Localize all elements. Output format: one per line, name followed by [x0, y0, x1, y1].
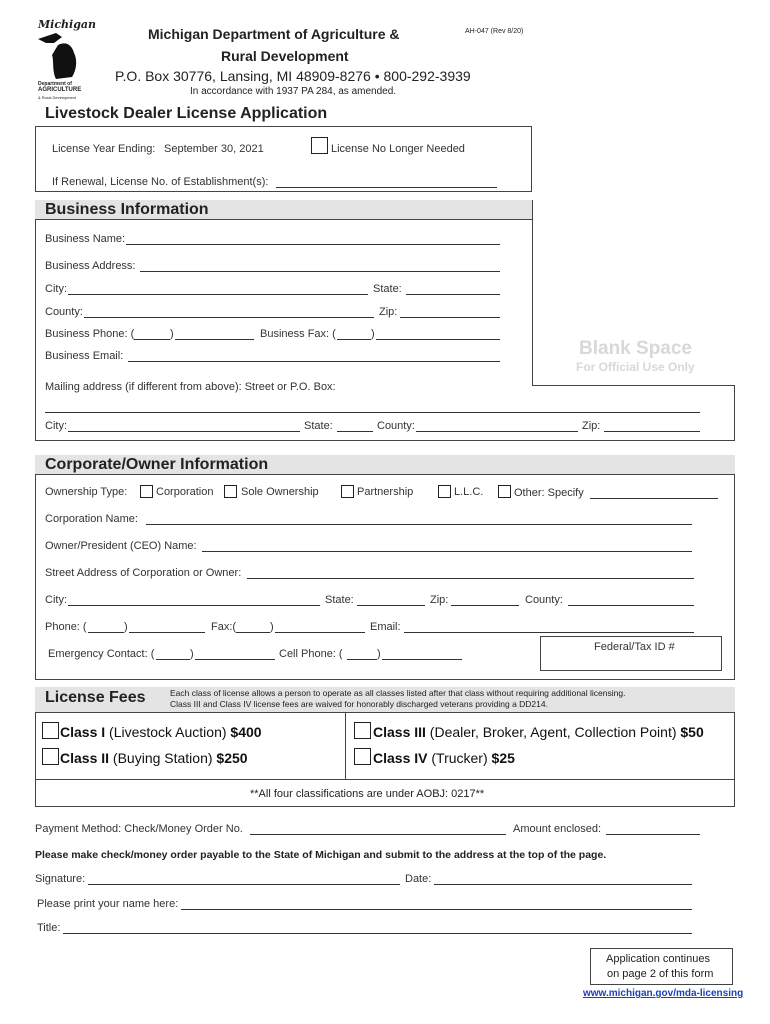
- emergency-area-field[interactable]: [156, 648, 190, 660]
- business-address-label: Business Address:: [45, 260, 136, 272]
- ownership-sole-label: Sole Ownership: [241, 486, 319, 498]
- print-name-field[interactable]: [181, 898, 692, 910]
- business-county-label: County:: [45, 306, 83, 318]
- class1-fee: $400: [230, 724, 262, 740]
- print-name-label: Please print your name here:: [37, 898, 179, 910]
- business-state-label: State:: [373, 283, 402, 295]
- corp-email-field[interactable]: [404, 621, 694, 633]
- corporate-section-title: Corporate/Owner Information: [45, 456, 269, 473]
- fees-note-line1: Each class of license allows a person to operate as all classes listed after that class without requiring additional licensing.: [170, 688, 626, 698]
- class1-label: [60, 724, 262, 740]
- business-phone-area-field[interactable]: [134, 328, 170, 340]
- continues-line1: Application continues: [606, 953, 710, 965]
- corp-city-label: City:: [45, 594, 67, 606]
- business-phone-label: Business Phone: (: [45, 328, 135, 340]
- mailing-city-field[interactable]: [68, 420, 300, 432]
- corp-email-label: Email:: [370, 621, 401, 633]
- mailing-street-field[interactable]: [45, 401, 700, 413]
- payment-method-label: Payment Method: Check/Money Order No.: [35, 823, 243, 835]
- corp-street-field[interactable]: [247, 567, 694, 579]
- corp-phone-area-field[interactable]: [88, 621, 124, 633]
- agency-name-line1: Michigan Department of Agriculture &: [148, 26, 400, 42]
- class4-label: [373, 750, 515, 766]
- logo-caption-1: Department of: [38, 81, 72, 87]
- corp-phone-field[interactable]: [129, 621, 205, 633]
- corporation-name-label: Corporation Name:: [45, 513, 138, 525]
- check-number-field[interactable]: [250, 823, 506, 835]
- cell-area-field[interactable]: [347, 648, 377, 660]
- ownership-corporation-label: Corporation: [156, 486, 214, 498]
- fees-note-line2: Class III and Class IV license fees are waived for honorably discharged veterans providing a DD214.: [170, 699, 548, 709]
- business-address-field[interactable]: [140, 260, 500, 272]
- mailing-county-field[interactable]: [416, 420, 578, 432]
- class3-name: Class III: [373, 724, 426, 740]
- corp-phone-close: ): [124, 621, 128, 633]
- official-use-note: For Official Use Only: [576, 360, 695, 374]
- corp-state-label: State:: [325, 594, 354, 606]
- title-field[interactable]: [63, 922, 692, 934]
- business-city-field[interactable]: [68, 283, 368, 295]
- license-year-value: September 30, 2021: [164, 143, 264, 155]
- class2-desc: (Buying Station): [109, 750, 217, 766]
- mailing-state-label: State:: [304, 420, 333, 432]
- class3-checkbox[interactable]: [354, 722, 371, 740]
- checkbox-icon: [498, 485, 511, 498]
- license-no-longer-needed-checkbox[interactable]: [311, 137, 328, 155]
- checkbox-icon: [354, 748, 371, 765]
- class4-checkbox[interactable]: [354, 748, 371, 766]
- business-name-field[interactable]: [126, 233, 500, 245]
- form-number: AH-047 (Rev 8/20): [465, 28, 524, 35]
- michigan-map-icon: [36, 31, 88, 83]
- corp-county-field[interactable]: [568, 594, 694, 606]
- agency-logo: [36, 18, 97, 100]
- continues-line2: on page 2 of this form: [607, 968, 714, 980]
- checkbox-icon: [42, 748, 59, 765]
- business-fax-close: ): [371, 328, 375, 340]
- fees-column-divider: [345, 712, 346, 780]
- class3-desc: (Dealer, Broker, Agent, Collection Point): [425, 724, 681, 740]
- ownership-partnership-checkbox[interactable]: [341, 483, 354, 501]
- class3-fee: $50: [680, 724, 704, 740]
- business-fax-field[interactable]: [376, 328, 500, 340]
- ownership-other-label: Other: Specify: [514, 487, 584, 499]
- business-city-label: City:: [45, 283, 67, 295]
- class1-name: Class I: [60, 724, 106, 740]
- aobj-note: **All four classifications are under AOBJ: 0217**: [250, 788, 485, 800]
- checkbox-icon: [354, 722, 371, 739]
- cell-phone-field[interactable]: [382, 648, 462, 660]
- ownership-llc-checkbox[interactable]: [438, 483, 451, 501]
- form-title: Livestock Dealer License Application: [45, 105, 328, 122]
- corp-fax-area-field[interactable]: [236, 621, 270, 633]
- ownership-corporation-checkbox[interactable]: [140, 483, 153, 501]
- class4-fee: $25: [491, 750, 515, 766]
- mailing-county-label: County:: [377, 420, 415, 432]
- authority-note: In accordance with 1937 PA 284, as amended.: [190, 86, 397, 97]
- checkbox-icon: [341, 485, 354, 498]
- license-year-label: License Year Ending:: [52, 143, 156, 155]
- ownership-other-field[interactable]: [590, 487, 718, 499]
- title-label: Title:: [37, 922, 61, 934]
- corp-zip-label: Zip:: [430, 594, 449, 606]
- licensing-website-link[interactable]: www.michigan.gov/mda-licensing: [583, 988, 744, 999]
- checkbox-icon: [224, 485, 237, 498]
- business-phone-field[interactable]: [175, 328, 254, 340]
- cell-close: ): [377, 648, 381, 660]
- cell-phone-label: Cell Phone: (: [279, 648, 343, 660]
- business-phone-close: ): [170, 328, 174, 340]
- agency-address: P.O. Box 30776, Lansing, MI 48909-8276 • 800-292-3939: [115, 68, 471, 84]
- amount-enclosed-label: Amount enclosed:: [513, 823, 602, 835]
- business-fax-label: Business Fax: (: [260, 328, 336, 340]
- business-section-title: Business Information: [45, 201, 209, 218]
- date-field[interactable]: [434, 873, 692, 885]
- class1-checkbox[interactable]: [42, 722, 59, 740]
- business-state-field[interactable]: [406, 283, 500, 295]
- corp-city-field[interactable]: [68, 594, 320, 606]
- renewal-number-field[interactable]: [276, 176, 497, 188]
- mailing-zip-label: Zip:: [582, 420, 601, 432]
- mailing-city-label: City:: [45, 420, 67, 432]
- ownership-partnership-label: Partnership: [357, 486, 414, 498]
- ownership-sole-checkbox[interactable]: [224, 483, 237, 501]
- blank-space-title: Blank Space: [579, 338, 692, 359]
- owner-name-field[interactable]: [202, 540, 692, 552]
- corp-fax-field[interactable]: [275, 621, 365, 633]
- mailing-zip-field[interactable]: [604, 420, 700, 432]
- corp-county-label: County:: [525, 594, 563, 606]
- corp-state-field[interactable]: [357, 594, 425, 606]
- checkbox-icon: [438, 485, 451, 498]
- mailing-address-label: Mailing address (if different from above): Street or P.O. Box:: [45, 381, 336, 393]
- class1-desc: (Livestock Auction): [105, 724, 231, 740]
- class4-name: Class IV: [373, 750, 428, 766]
- business-county-field[interactable]: [84, 306, 374, 318]
- amount-enclosed-field[interactable]: [606, 823, 700, 835]
- logo-caption-2: AGRICULTURE: [38, 87, 82, 93]
- corp-fax-label: Fax:(: [211, 621, 237, 633]
- logo-script-text: Michigan: [38, 18, 97, 31]
- class4-desc: (Trucker): [427, 750, 492, 766]
- business-name-label: Business Name:: [45, 233, 126, 245]
- class3-label: [373, 724, 704, 740]
- owner-name-label: Owner/President (CEO) Name:: [45, 540, 197, 552]
- class2-name: Class II: [60, 750, 110, 766]
- date-label: Date:: [405, 873, 432, 885]
- checkbox-icon: [311, 137, 328, 154]
- payment-instruction: Please make check/money order payable to the State of Michigan and submit to the address at the top of the page.: [35, 849, 607, 861]
- class2-checkbox[interactable]: [42, 748, 59, 766]
- mailing-state-field[interactable]: [337, 420, 373, 432]
- fees-row-divider: [35, 779, 735, 780]
- signature-field[interactable]: [88, 873, 400, 885]
- corp-street-label: Street Address of Corporation or Owner:: [45, 567, 242, 579]
- emergency-phone-field[interactable]: [195, 648, 275, 660]
- agency-name-line2: Rural Development: [221, 48, 349, 64]
- business-fax-area-field[interactable]: [337, 328, 371, 340]
- corp-zip-field[interactable]: [451, 594, 519, 606]
- renewal-label: If Renewal, License No. of Establishment(s):: [52, 176, 269, 188]
- corporation-name-field[interactable]: [146, 513, 692, 525]
- corp-phone-label: Phone: (: [45, 621, 87, 633]
- fees-section-title: License Fees: [45, 689, 146, 706]
- business-email-field[interactable]: [128, 350, 500, 362]
- ownership-other-checkbox[interactable]: [498, 483, 511, 501]
- emergency-close: ): [190, 648, 194, 660]
- federal-tax-id-label: Federal/Tax ID #: [594, 641, 675, 653]
- logo-caption-3: & Rural Development: [38, 95, 77, 100]
- class2-fee: $250: [216, 750, 248, 766]
- business-zip-label: Zip:: [379, 306, 398, 318]
- ownership-llc-label: L.L.C.: [454, 486, 484, 498]
- business-email-label: Business Email:: [45, 350, 124, 362]
- signature-label: Signature:: [35, 873, 86, 885]
- class2-label: [60, 750, 248, 766]
- corp-fax-close: ): [270, 621, 274, 633]
- ownership-type-label: Ownership Type:: [45, 486, 128, 498]
- checkbox-icon: [42, 722, 59, 739]
- business-zip-field[interactable]: [400, 306, 500, 318]
- emergency-contact-label: Emergency Contact: (: [48, 648, 155, 660]
- license-no-longer-needed-label: License No Longer Needed: [331, 143, 465, 155]
- checkbox-icon: [140, 485, 153, 498]
